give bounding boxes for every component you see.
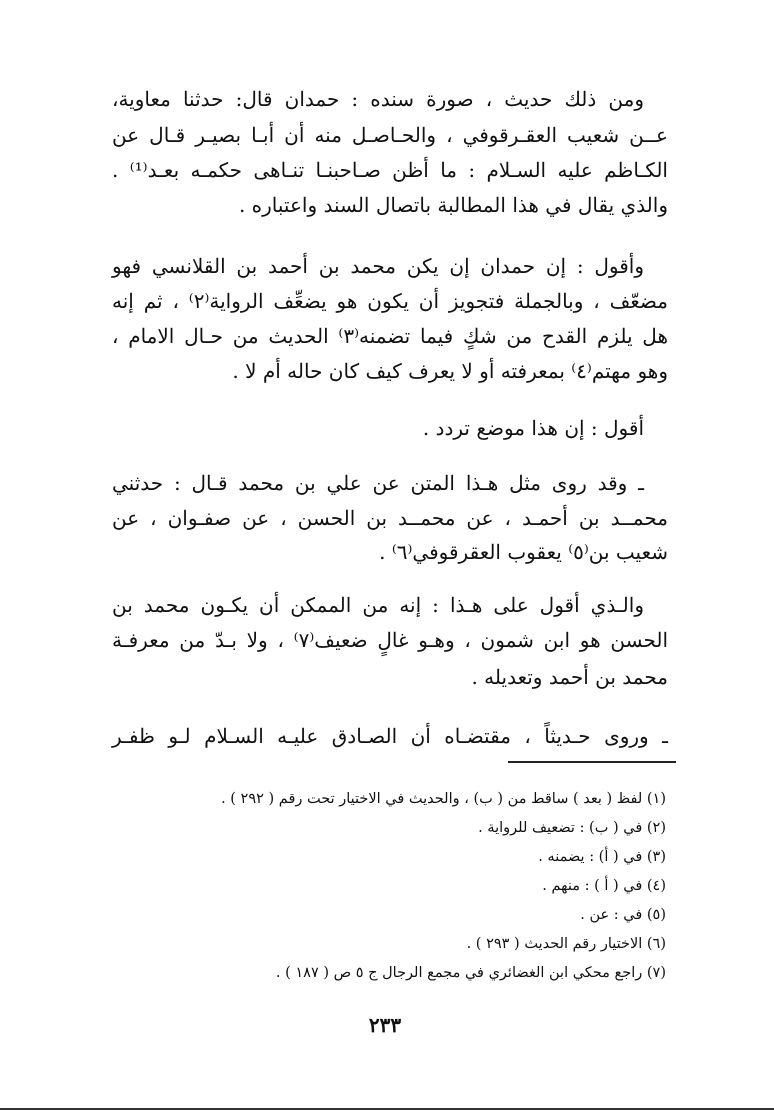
body-line: وأقول : إن حمدان إن يكن محمد بن أحمد بن القلانسي فهو [112,254,644,278]
footnote: (١) لفظ ( بعد ) ساقط من ( ب) ، والحديث في الاختيار تحت رقم ( ٢٩٢ ) . [221,791,666,807]
body-line: والذي يقال في هذا المطالبة باتصال السند واعتباره . [238,193,668,217]
body-line: هل يلزم القدح من شكٍ فيما تضمنه⁽٣⁾ الحديث من حـال الامام ، [112,324,668,348]
scan-edge-line [0,1108,774,1110]
body-line: شعيب بن⁽٥⁾ يعقوب العقرقوفي⁽٦⁾ . [379,540,668,564]
body-line: عــن شعيب العقـرقوفي ، والحـاصـل منه أن أبـا بصيـر قـال عن [112,123,668,147]
footnote: (٤) في ( أ ) : منهم . [542,878,666,894]
body-line: محمد بن أحمد وتعديله . [471,665,668,689]
body-line: ومن ذلك حديث ، صورة سنده : حمدان قال: حدثنا معاوية، [112,87,644,111]
body-line: وهو مهتم⁽٤⁾ بمعرفته أو لا يعرف كيف كان حاله أم لا . [232,359,668,383]
body-line: محمــد بن أحمـد ، عن محمــد بن الحسن ، عن صفـوان ، عن [112,506,668,530]
body-line: والـذي أقول على هـذا : إنه من الممكن أن يكـون محمد بن [112,593,644,617]
body-line: مضعّف ، وبالجملة فتجويز أن يكون هو يضعِّف الرواية⁽٢⁾ ، ثم إنه [112,289,668,313]
page-number: ٢٣٣ [368,1013,402,1037]
footnote: (٣) في ( أ) : يضمنه . [538,849,666,865]
footnote: (٧) راجع محكي ابن الغضائري في مجمع الرجال ج ٥ ص ( ١٨٧ ) . [275,965,666,981]
body-line: الكـاظم عليه السـلام : ما أظن صـاحبنـا تنـاهى حكمـه بعـد⁽¹⁾ . [112,158,668,182]
body-line: ـ وقد روى مثل هـذا المتن عن علي بن محمد قـال : حدثني [112,471,644,495]
body-line: الحسن هو ابن شمون ، وهـو غالٍ ضعيف⁽٧⁾ ، ولا بـدّ من معرفـة [112,628,668,652]
body-line: ـ وروى حـديثاً ، مقتضـاه أن الصـادق عليـه السـلام لـو ظفـر [112,724,668,748]
body-line: أقول : إن هذا موضع تردد . [422,416,644,440]
footnote-separator [508,761,676,763]
footnote: (٢) في ( ب) : تضعيف للرواية . [478,820,666,836]
footnote: (٥) في : عن . [580,907,666,923]
footnote: (٦) الاختيار رقم الحديث ( ٢٩٣ ) . [466,936,666,952]
